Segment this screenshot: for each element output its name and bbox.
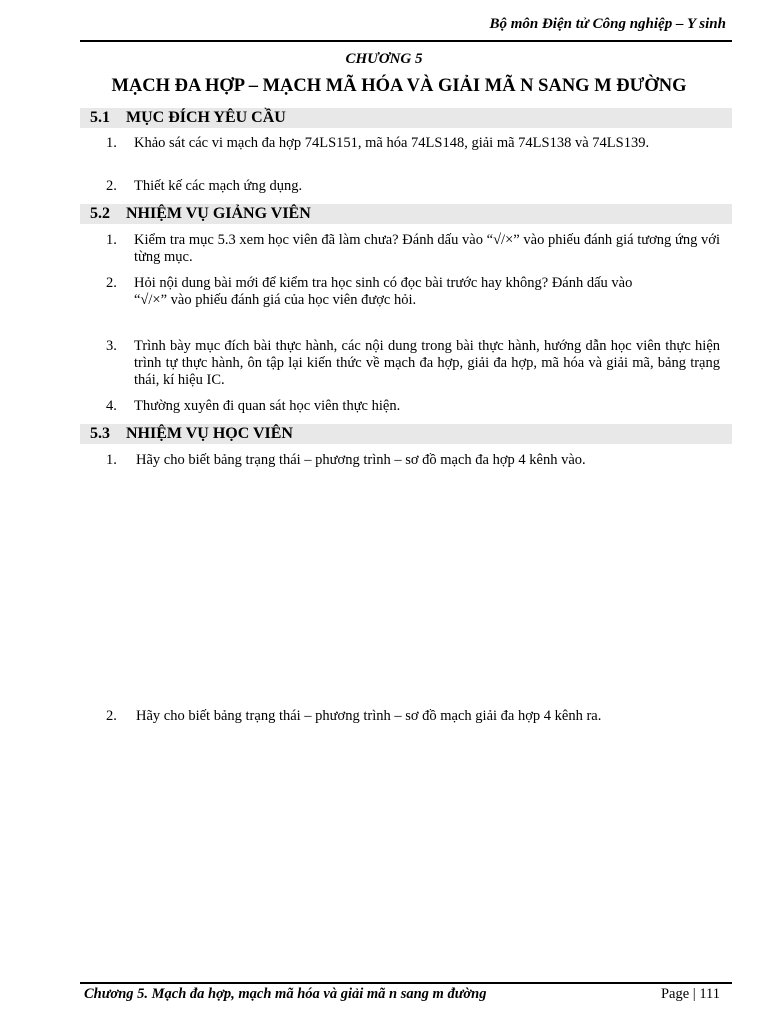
footer-chapter-title: Chương 5. Mạch đa hợp, mạch mã hóa và giải mã n sang m đường	[84, 986, 487, 1002]
list-text: Khảo sát các vi mạch đa hợp 74LS151, mã hóa 74LS148, giải mã 74LS138 và 74LS139.	[134, 135, 650, 151]
section-title: NHIỆM VỤ GIẢNG VIÊN	[126, 205, 311, 222]
list-number: 3.	[106, 338, 117, 354]
section-heading-5-3	[80, 424, 732, 444]
section-title: MỤC ĐÍCH YÊU CẦU	[126, 109, 286, 126]
list-text: Hãy cho biết bảng trạng thái – phương trình – sơ đồ mạch giải đa hợp 4 kênh ra.	[136, 708, 602, 724]
list-number: 1.	[106, 232, 117, 248]
section-number: 5.1	[90, 109, 110, 126]
list-text: Thiết kế các mạch ứng dụng.	[134, 178, 303, 194]
list-item	[106, 178, 720, 195]
list-text: Thường xuyên đi quan sát học viên thực hiện.	[134, 398, 401, 414]
section-heading-5-1	[80, 108, 732, 128]
list-text: Hỏi nội dung bài mới để kiểm tra học sinh có đọc bài trước hay không? Đánh dấu vào	[134, 275, 633, 291]
list-item	[106, 708, 720, 725]
list-item	[106, 232, 720, 266]
list-number: 2.	[106, 708, 117, 724]
list-item	[106, 135, 720, 152]
header-rule	[80, 40, 732, 42]
list-text: Hãy cho biết bảng trạng thái – phương trình – sơ đồ mạch đa hợp 4 kênh vào.	[136, 452, 586, 468]
list-item	[106, 452, 720, 469]
list-text: Kiểm tra mục 5.3 xem học viên đã làm chưa? Đánh dấu vào “√/×” vào phiếu đánh giá tương ứng với từng mục.	[134, 232, 720, 265]
footer-rule	[80, 982, 732, 984]
section-number: 5.2	[90, 205, 110, 222]
list-text-continuation: “√/×” vào phiếu đánh giá của học viên được hỏi.	[134, 292, 417, 308]
section-title: NHIỆM VỤ HỌC VIÊN	[126, 425, 293, 442]
list-number: 1.	[106, 135, 117, 151]
section-heading-5-2	[80, 204, 732, 224]
list-item	[106, 338, 720, 389]
page-header-department: Bộ môn Điện tử Công nghiệp – Y sinh	[489, 16, 726, 32]
list-text: Trình bày mục đích bài thực hành, các nội dung trong bài thực hành, hướng dẫn học viên thực hiện trình tự thực hành, ôn tập lại kiến thức về mạch đa hợp, giải đa hợp, mã hóa và giải mã, bảng trạng thái, kí hiệu IC.	[134, 338, 720, 388]
list-number: 2.	[106, 275, 117, 291]
section-number: 5.3	[90, 425, 110, 442]
chapter-title: MẠCH ĐA HỢP – MẠCH MÃ HÓA VÀ GIẢI MÃ N SANG M ĐƯỜNG	[111, 76, 687, 96]
list-item	[106, 398, 720, 415]
list-number: 4.	[106, 398, 117, 414]
list-number: 2.	[106, 178, 117, 194]
chapter-label: CHƯƠNG 5	[345, 51, 423, 67]
list-number: 1.	[106, 452, 117, 468]
list-item	[106, 275, 720, 309]
page-number: Page | 111	[660, 986, 720, 1002]
